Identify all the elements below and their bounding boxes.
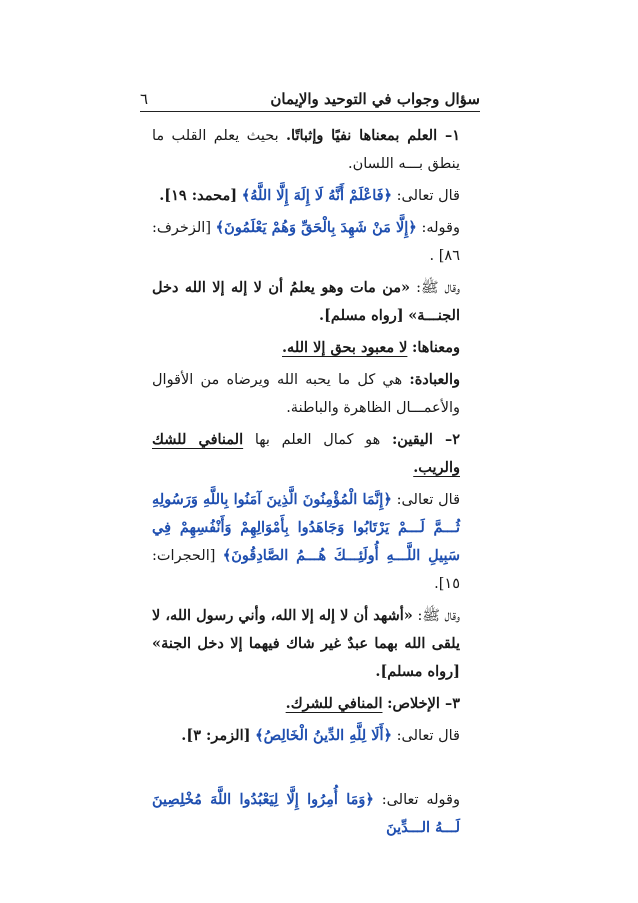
page-number: ٦ [140,90,149,108]
quran-quote-4 [152,722,482,750]
verse-text: ﴿أَلَا لِلَّهِ الدِّينُ الْخَالِصُ﴾ [255,727,393,744]
meaning-label: ومعناها: [412,339,460,356]
verse-text: ﴿إِنَّمَا الْمُؤْمِنُونَ الَّذِينَ آمَنُوا بِاللَّهِ وَرَسُولِهِ ثُـــمَّ لَـــمْ يَرْتَابُوا وَجَاهَدُوا بِأَمْوَالِهِمْ وَأَنْفُسِهِمْ فِي سَبِيلِ اللَّـــهِ أُولَئِـــكَ هُـــمُ الصَّادِقُونَ﴾ [152,491,460,564]
quran-quote-5 [152,786,482,842]
quran-quote-3 [152,486,482,598]
running-header [140,82,480,112]
verse-text: ﴿فَاعْلَمْ أَنَّهُ لَا إِلَهَ إِلَّا اللَّهُ﴾ [241,187,393,204]
header-title: سؤال وجواب في التوحيد والإيمان [270,90,480,108]
hadith-text: «أشهد أن لا إله إلا الله، وأني رسول الله، لا يلقى الله بهما عبدٌ غير شاك فيهما إلا دخل الجنة» [152,607,460,652]
section-2-title: ٢– اليقين: [391,431,461,448]
worship-definition [152,366,482,422]
verse-reference: [الزمر: ٣]. [181,727,251,744]
worship-label: والعبادة: [409,371,461,388]
section-2-underlined: المنافي للشك والريب. [152,431,460,476]
verse-text: ﴿إِلَّا مَنْ شَهِدَ بِالْحَقِّ وَهُمْ يَعْلَمُونَ﴾ [215,219,417,236]
section-3 [152,690,482,718]
worship-text: هي كل ما يحبه الله ويرضاه من الأقوال والأعمـــال الظاهرة والباطنة. [152,372,460,416]
meaning-text: لا معبود بحق إلا الله. [282,339,408,356]
quote-intro: وقال ﷺ: [416,280,460,296]
hadith-quote-2 [152,602,482,686]
hadith-text: «من مات وهو يعلمُ أن لا إله إلا الله دخل الجنـــة» [152,279,460,324]
verse-reference: [محمد: ١٩]. [159,187,238,204]
hadith-quote-1 [152,274,482,330]
section-2 [152,426,482,482]
section-3-title: ٣– الإخلاص: [387,695,460,712]
verse-reference: [الحجرات: ١٥]. [152,548,460,592]
quote-intro: قال تعالى: [396,188,460,204]
section-1-title: ١– العلم بمعناها نفيًا وإثباتًا. [286,127,460,144]
section-1-text: بحيث يعلم القلب ما ينطق بـــه اللسان. [152,128,460,172]
quote-intro: وقوله تعالى: [381,792,460,808]
hadith-reference: [رواه مسلم]. [375,663,460,680]
quote-intro: وقال ﷺ: [417,608,460,624]
hadith-reference: [رواه مسلم]. [319,307,404,324]
page-body [152,122,482,842]
quote-intro: قال تعالى: [396,728,460,744]
section-2-text: هو كمال العلم بها [254,432,381,448]
verse-text: ﴿وَمَا أُمِرُوا إِلَّا لِيَعْبُدُوا اللَّهَ مُخْلِصِينَ لَـــهُ الـــدِّينَ [152,791,460,836]
quran-quote-1 [152,182,482,210]
quote-intro: وقوله: [421,220,460,236]
section-1 [152,122,482,178]
quran-quote-2 [152,214,482,270]
meaning-line [152,334,482,362]
quote-intro: قال تعالى: [396,492,460,508]
section-3-underlined: المنافي للشرك. [285,695,383,712]
verse-reference: [الزخرف: ٨٦] . [152,220,460,264]
